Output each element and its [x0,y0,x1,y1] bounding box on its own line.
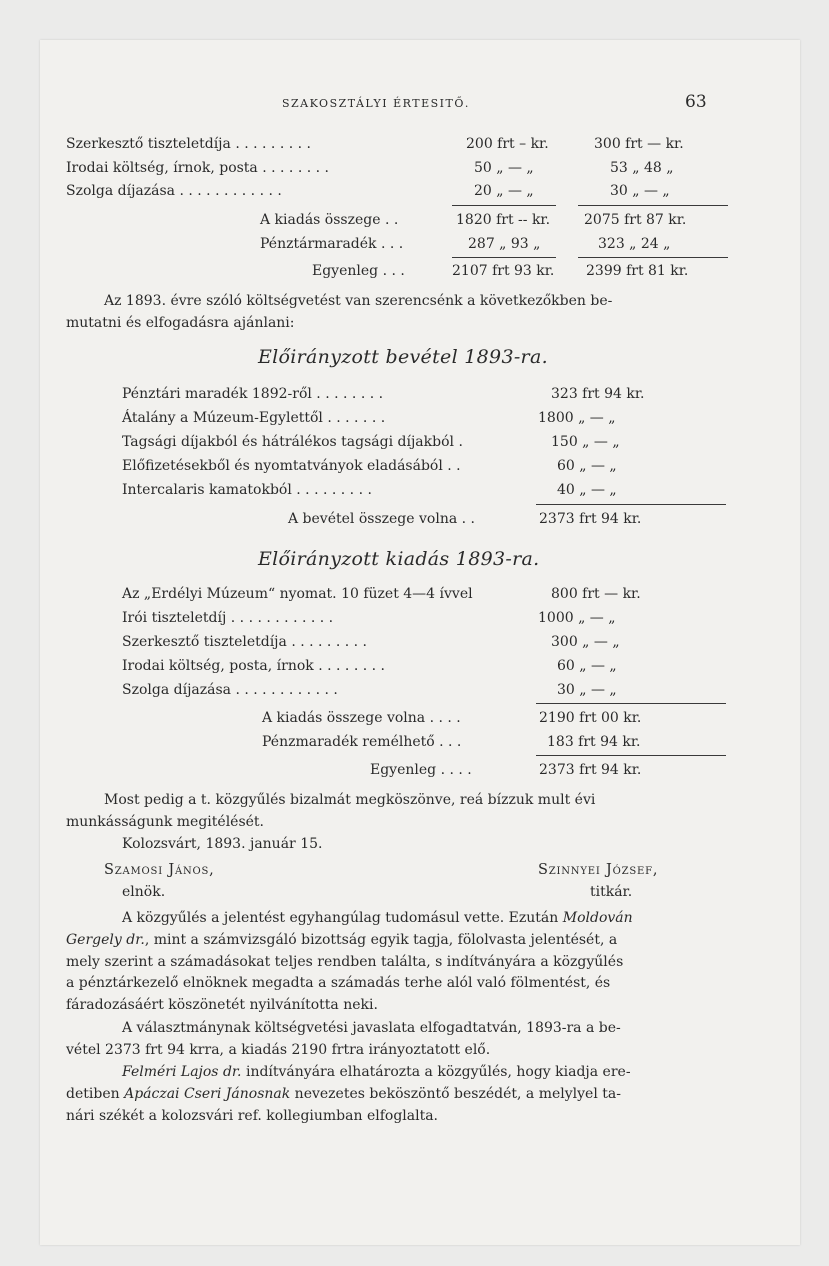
table-row-value-1893: 53 „ 48 „ [610,160,674,176]
expense-total-value: 2190 frt 00 kr. [539,710,642,726]
remainder-label: Pénzmaradék remélhető . . . [262,734,462,750]
sum-rule [578,205,728,206]
balance-label: Egyenleg . . . . [370,762,472,778]
sum-rule [536,703,726,704]
text-line: nári székét a kolozsvári ref. kollegiumban elfoglalta. [66,1107,439,1124]
sum-rule [536,755,726,756]
expense-total-1892: 1820 frt -- kr. [456,212,551,228]
remainder-value: 183 frt 94 kr. [547,734,641,750]
table-row-value: 323 frt 94 kr. [551,386,645,402]
table-row-label: Szerkesztő tiszteletdíja . . . . . . . . . [66,136,311,152]
text-line: a pénztárkezelő elnöknek megadta a számadás terhe alól való fölmentést, és [66,975,611,992]
text-line [66,1062,726,1084]
body-paragraph-2 [66,1018,726,1062]
place-date: Kolozsvárt, 1893. január 15. [122,836,323,852]
signature-right-role: titkár. [590,884,633,900]
table-row-label: Átalány a Múzeum-Egylettől . . . . . . . [122,410,386,426]
sum-rule [578,257,728,258]
italic-run: Moldován [562,910,633,926]
text-line [66,908,726,930]
table-row-label: Pénztári maradék 1892-ről . . . . . . . . [122,386,384,402]
text-run: indítványára elhatározta a közgyűlés, hogy kiadja ere- [241,1064,631,1080]
sum-rule [452,205,556,206]
signature-left-role: elnök. [122,884,166,900]
italic-run: Apáczai Cseri Jánosnak [124,1085,291,1102]
text-line [66,930,726,952]
table-row-value: 60 „ — „ [557,658,617,674]
intro-paragraph [66,291,724,335]
income-section-title: Előirányzott bevétel 1893-ra. [258,346,548,368]
expense-section-title: Előirányzott kiadás 1893-ra. [258,548,540,570]
text-line: vétel 2373 frt 94 krra, a kiadás 2190 frtra irányoztatott elő. [66,1041,491,1058]
cash-remainder-1892: 287 „ 93 „ [468,236,541,252]
text-run: detiben [66,1085,125,1102]
table-row-label: Irói tiszteletdíj . . . . . . . . . . . . [122,610,334,626]
table-row-label: Irodai költség, írnok, posta . . . . . . . . [66,160,329,176]
body-paragraph-3 [66,1062,726,1127]
text-run: , mint a számvizsgáló bizottság egyik tagja, fölolvasta jelentését, a [144,931,618,948]
text-line: munkásságunk megitélését. [66,813,265,830]
table-row-label: Irodai költség, posta, írnok . . . . . . . . [122,658,385,674]
table-row-label: Szolga díjazása . . . . . . . . . . . . [66,183,282,199]
balance-label: Egyenleg . . . [312,263,405,279]
table-row-value: 150 „ — „ [551,434,620,450]
table-row-label: Előfizetésekből és nyomtatványok eladásából . . [122,458,461,474]
table-row-label: Tagsági díjakból és hátrálékos tagsági díjakból . [122,434,463,450]
income-total-value: 2373 frt 94 kr. [539,511,642,527]
table-row-value: 1800 „ — „ [538,410,616,426]
balance-1892: 2107 frt 93 kr. [452,263,555,279]
running-header: SZAKOSZTÁLYI ÉRTESITŐ. [282,97,470,110]
table-row-label: Szolga díjazása . . . . . . . . . . . . [122,682,338,698]
text-line: fáradozásáért köszönetét nyilvánította neki. [66,997,378,1014]
text-line: mely szerint a számadásokat teljes rendben találta, s indítványára a közgyűlés [66,953,624,970]
table-row-value-1893: 300 frt — kr. [594,136,684,152]
table-row-label: Intercalaris kamatokból . . . . . . . . . [122,482,372,498]
table-row-value: 40 „ — „ [557,482,617,498]
sum-rule [452,257,556,258]
expense-total-label: A kiadás összege . . [260,212,399,228]
table-row-label: Szerkesztő tiszteletdíja . . . . . . . . . [122,634,367,650]
table-row-value-1892: 200 frt – kr. [466,136,549,152]
text-line: Az 1893. évre szóló költségvetést van szerencsénk a következőkben be- [104,293,613,309]
text-line [66,1084,726,1106]
table-row-value-1892: 50 „ — „ [474,160,534,176]
sum-rule [536,504,726,505]
table-row-value-1892: 20 „ — „ [474,183,534,199]
income-total-label: A bevétel összege volna . . [288,511,475,527]
expense-total-label: A kiadás összege volna . . . . [262,710,461,726]
table-row-value: 300 „ — „ [551,634,620,650]
table-row-value-1893: 30 „ — „ [610,183,670,199]
body-paragraph-1 [66,908,726,1017]
text-line: Most pedig a t. közgyűlés bizalmát megköszönve, reá bízzuk mult évi [104,792,596,808]
cash-remainder-label: Pénztármaradék . . . [260,236,404,252]
table-row-value: 1000 „ — „ [538,610,616,626]
page-number: 63 [685,92,707,112]
table-row-label: Az „Erdélyi Múzeum“ nyomat. 10 füzet 4—4 ívvel [122,586,473,602]
table-row-value: 60 „ — „ [557,458,617,474]
italic-run: Gergely dr. [66,931,145,948]
cash-remainder-1893: 323 „ 24 „ [598,236,671,252]
text-line: A választmánynak költségvetési javaslata elfogadtatván, 1893-ra a be- [122,1020,621,1036]
table-row-value: 800 frt — kr. [551,586,641,602]
expense-total-1893: 2075 frt 87 kr. [584,212,687,228]
closing-paragraph [66,790,724,834]
balance-value: 2373 frt 94 kr. [539,762,642,778]
italic-run: Felméri Lajos dr. [122,1064,242,1080]
text-run: nevezetes beköszöntő beszédét, a melylyel ta- [290,1085,621,1102]
signature-left-name: Szamosi János, [104,862,215,878]
balance-1893: 2399 frt 81 kr. [586,263,689,279]
text-run: A közgyűlés a jelentést egyhangúlag tudomásul vette. Ezután [122,910,563,926]
table-row-value: 30 „ — „ [557,682,617,698]
text-line: mutatni és elfogadásra ajánlani: [66,314,295,331]
signature-right-name: Szinnyei József, [538,862,659,878]
